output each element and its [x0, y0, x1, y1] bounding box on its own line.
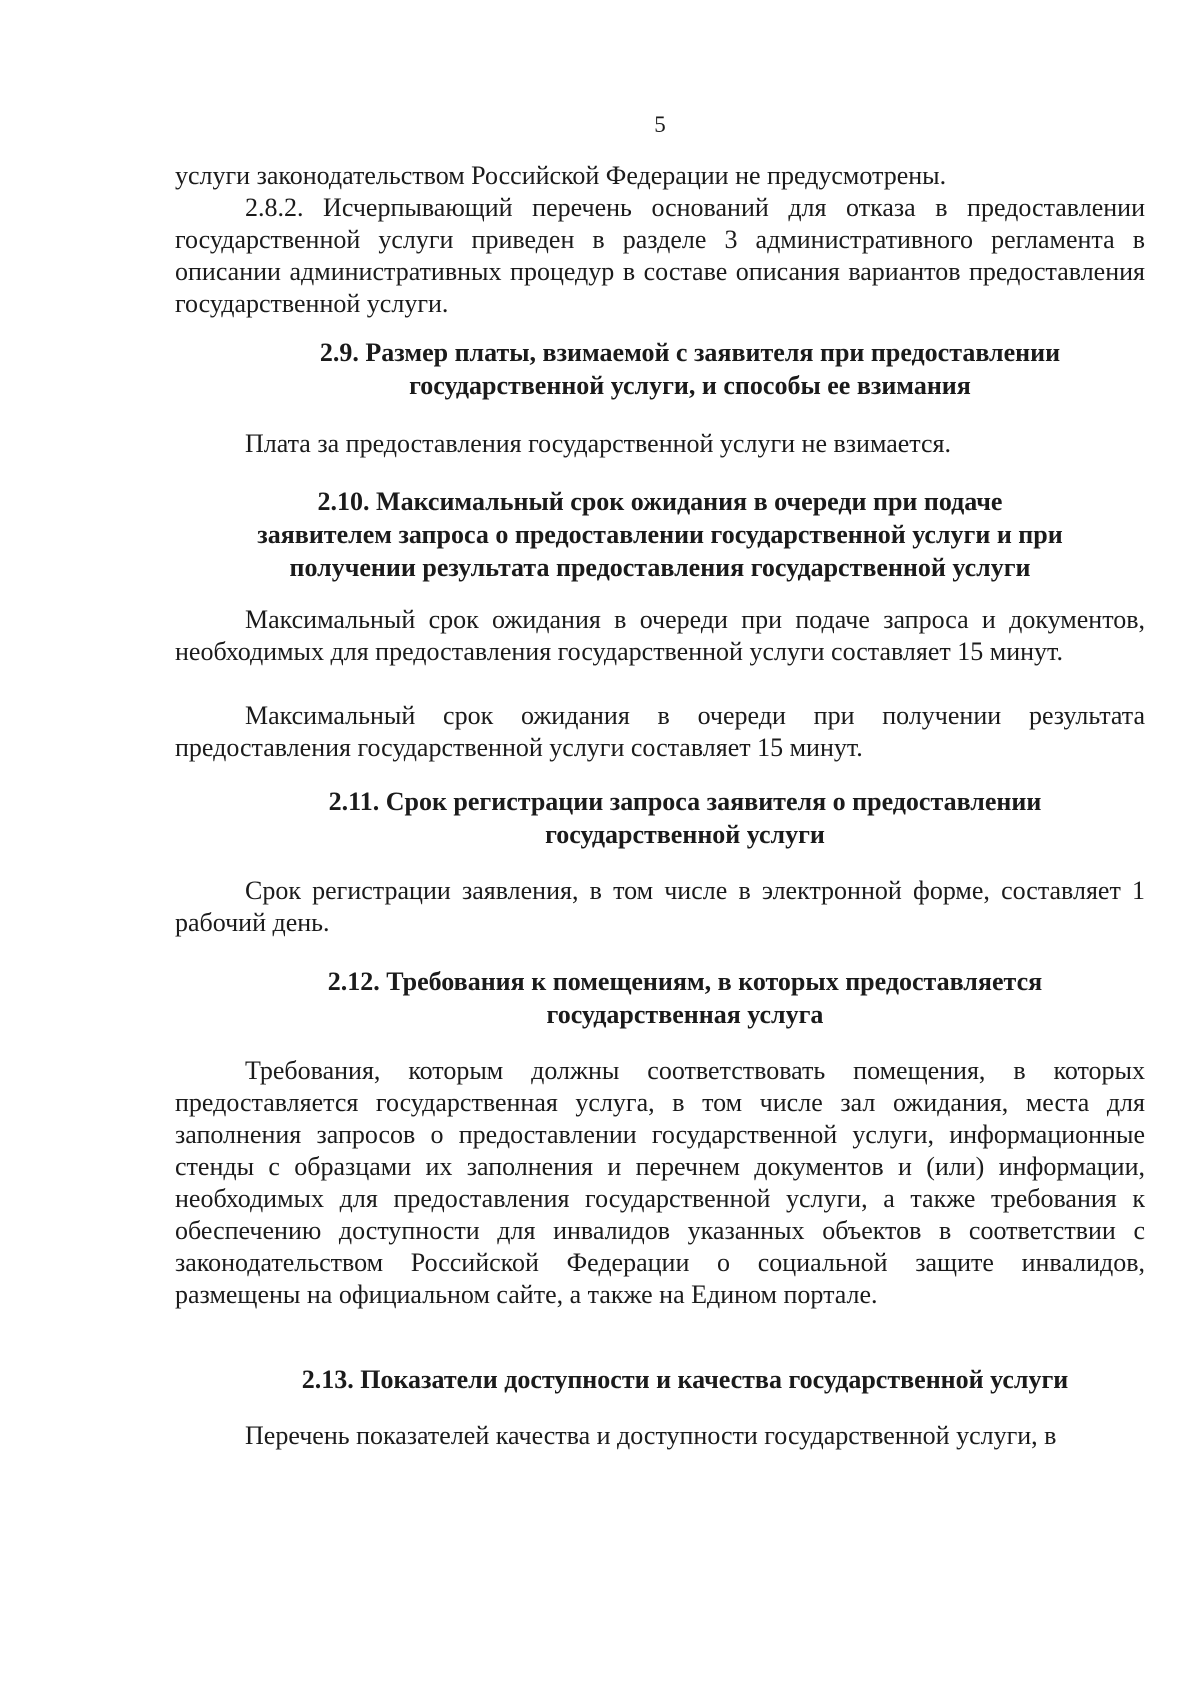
- heading-2-12-line-2: государственная услуга: [546, 1000, 824, 1029]
- heading-2-12-line-1: 2.12. Требования к помещениям, в которых предоставляется: [327, 967, 1043, 996]
- heading-2-10-line-2: заявителем запроса о предоставлении государственной услуги и при: [257, 520, 1063, 549]
- heading-2-13: 2.13. Показатели доступности и качества государственной услуги: [301, 1365, 1069, 1394]
- heading-2-11: [175, 785, 1145, 851]
- paragraph-wait-result: Максимальный срок ожидания в очереди при получении результата предоставления государственной услуги составляет 15 минут.: [175, 701, 1145, 762]
- heading-2-10: [175, 485, 1145, 584]
- heading-2-9: [175, 336, 1145, 402]
- heading-2-9-line-1: 2.9. Размер платы, взимаемой с заявителя при предоставлении: [319, 338, 1061, 367]
- paragraph-registration: Срок регистрации заявления, в том числе в электронной форме, составляет 1 рабочий день.: [175, 876, 1145, 937]
- heading-2-11-line-1: 2.11. Срок регистрации запроса заявителя о предоставлении: [328, 787, 1042, 816]
- heading-2-10-line-1: 2.10. Максимальный срок ожидания в очереди при подаче: [317, 487, 1003, 516]
- paragraph-wait-submit: Максимальный срок ожидания в очереди при подаче запроса и документов, необходимых для предоставления государственной услуги составляет 15 минут.: [175, 605, 1145, 666]
- heading-2-10-line-3: получении результата предоставления государственной услуги: [289, 553, 1031, 582]
- page-number: 5: [654, 112, 666, 137]
- paragraph-fee: Плата за предоставления государственной услуги не взимается.: [245, 429, 951, 458]
- paragraph-indicators: Перечень показателей качества и доступности государственной услуги, в: [245, 1421, 1057, 1450]
- heading-2-9-line-2: государственной услуги, и способы ее взимания: [409, 371, 971, 400]
- heading-2-12: [175, 965, 1145, 1031]
- paragraph-premises: Требования, которым должны соответствовать помещения, в которых предоставляется государственная услуга, в том числе зал ожидания, места для заполнения запросов о предоставлении государственной услуги, информационные стенды с образцами их заполнения и перечнем документов и (или) информации, необходимых для предоставления государственной услуги, а также требования к обеспечению доступности для инвалидов указанных объектов в соответствии с законодательством Российской Федерации о социальной защите инвалидов, размещены на официальном сайте, а также на Едином портале.: [175, 1056, 1145, 1309]
- heading-2-11-line-2: государственной услуги: [545, 820, 825, 849]
- paragraph-2-8-2: 2.8.2. Исчерпывающий перечень оснований для отказа в предоставлении государственной услуги приведен в разделе 3 административного регламента в описании административных процедур в составе описания вариантов предоставления государственной услуги.: [175, 193, 1145, 318]
- paragraph-continuation: услуги законодательством Российской Федерации не предусмотрены.: [175, 161, 947, 190]
